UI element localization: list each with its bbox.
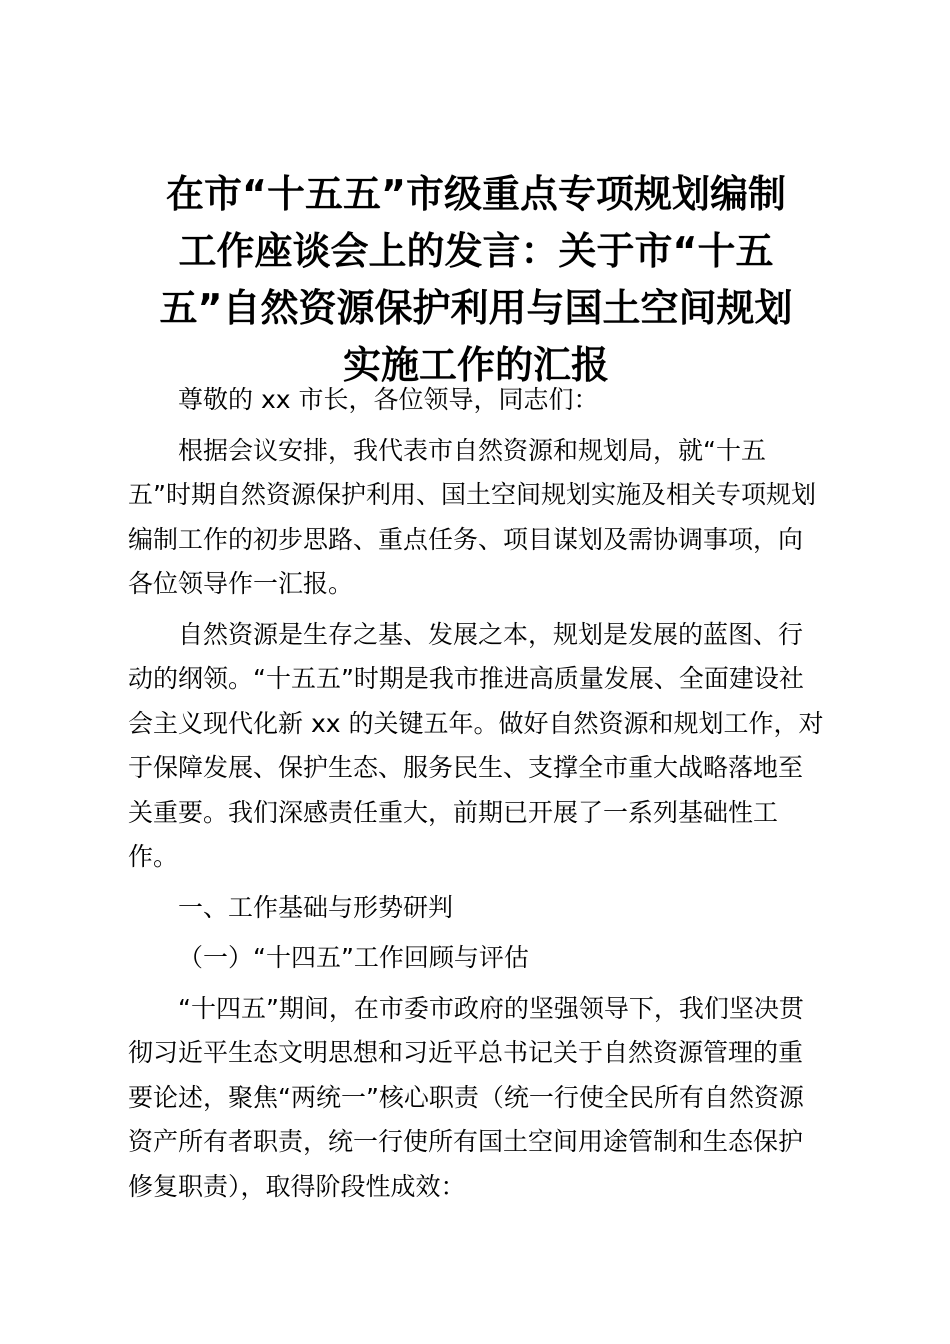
- title-line: 五”自然资源保护利用与国土空间规划: [159, 286, 793, 330]
- paragraph-line: 要论述，聚焦“两统一”核心职责（统一行使全民所有自然资源: [128, 1082, 804, 1112]
- context-paragraph: [128, 613, 828, 880]
- review-paragraph: [128, 987, 828, 1210]
- paragraph-line: 编制工作的初步思路、重点任务、项目谋划及需协调事项，向: [128, 524, 804, 554]
- section-heading: [128, 886, 828, 931]
- paragraph-line: 修复职责），取得阶段性成效：: [128, 1171, 466, 1201]
- title-line: 工作座谈会上的发言：关于市“十五: [178, 229, 774, 273]
- paragraph-line: 彻习近平生态文明思想和习近平总书记关于自然资源管理的重: [128, 1038, 804, 1067]
- title-line: 在市“十五五”市级重点专项规划编制: [166, 172, 786, 216]
- paragraph-line: 作。: [128, 842, 179, 871]
- paragraph-line: 尊敬的 xx 市长，各位领导，同志们：: [178, 385, 599, 414]
- paragraph-line: “十四五”期间，在市委市政府的坚强领导下，我们坚决贯: [178, 993, 804, 1023]
- paragraph-line: 自然资源是生存之基、发展之本，规划是发展的蓝图、行: [178, 619, 804, 649]
- paragraph-line: 各位领导作一汇报。: [128, 569, 354, 598]
- salutation-paragraph: [128, 378, 828, 423]
- paragraph-line: 会主义现代化新 xx 的关键五年。做好自然资源和规划工作，对: [128, 708, 824, 738]
- subsection-heading: [128, 936, 828, 981]
- intro-paragraph: [128, 429, 828, 607]
- paragraph-line: 动的纲领。“十五五”时期是我市推进高质量发展、全面建设社: [128, 664, 804, 693]
- document-title: [120, 166, 832, 394]
- heading-line: 一、工作基础与形势研判: [178, 892, 454, 922]
- title-line: 实施工作的汇报: [342, 343, 609, 387]
- paragraph-line: 于保障发展、保护生态、服务民生、支撑全市重大战略落地至: [128, 753, 804, 782]
- paragraph-line: 关重要。我们深感责任重大，前期已开展了一系列基础性工: [128, 797, 779, 827]
- paragraph-line: 根据会议安排，我代表市自然资源和规划局，就“十五: [178, 435, 766, 465]
- heading-line: （一）“十四五”工作回顾与评估: [178, 943, 529, 972]
- paragraph-line: 资产所有者职责，统一行使所有国土空间用途管制和生态保护: [128, 1127, 804, 1156]
- paragraph-line: 五”时期自然资源保护利用、国土空间规划实施及相关专项规划: [128, 480, 816, 509]
- document-body: [128, 378, 828, 1215]
